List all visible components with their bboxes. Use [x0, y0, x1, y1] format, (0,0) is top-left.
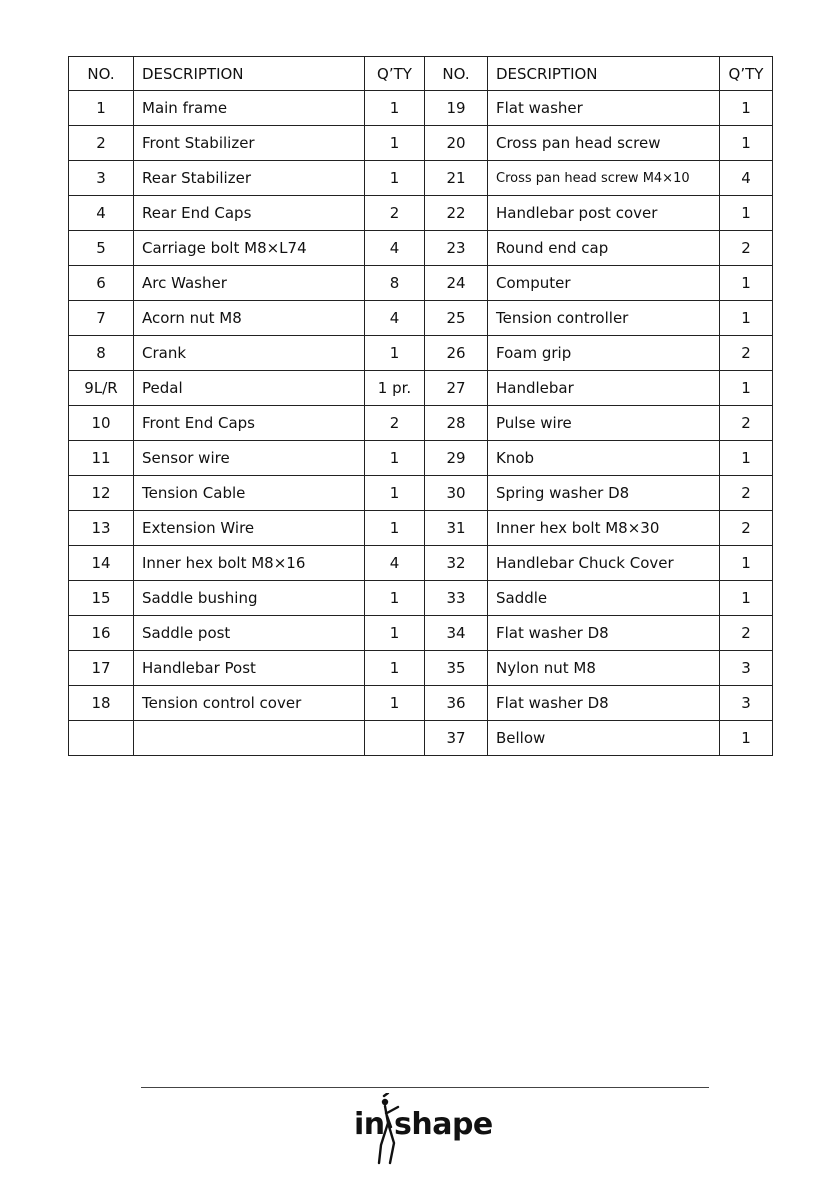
part-number: 36 [425, 686, 488, 721]
part-number: 35 [425, 651, 488, 686]
part-number: 6 [69, 266, 134, 301]
table-row [69, 196, 773, 231]
table-row [69, 161, 773, 196]
part-number: 13 [69, 511, 134, 546]
part-quantity: 1 [720, 546, 773, 581]
part-quantity: 1 [365, 126, 425, 161]
part-description: Cross pan head screw M4×10 [488, 161, 720, 196]
header-no: NO. [69, 57, 134, 91]
part-description: Spring washer D8 [488, 476, 720, 511]
part-description: Main frame [134, 91, 365, 126]
part-quantity: 2 [720, 336, 773, 371]
part-quantity: 4 [720, 161, 773, 196]
part-number: 26 [425, 336, 488, 371]
part-number: 21 [425, 161, 488, 196]
part-description: Crank [134, 336, 365, 371]
part-number: 28 [425, 406, 488, 441]
part-quantity: 2 [720, 476, 773, 511]
part-description: Flat washer D8 [488, 616, 720, 651]
part-quantity: 8 [365, 266, 425, 301]
part-description: Extension Wire [134, 511, 365, 546]
part-quantity: 1 [365, 441, 425, 476]
part-quantity: 2 [720, 231, 773, 266]
footer-divider [141, 1087, 709, 1088]
part-description: Front End Caps [134, 406, 365, 441]
part-description: Handlebar post cover [488, 196, 720, 231]
part-quantity: 1 [720, 301, 773, 336]
part-quantity: 1 [720, 721, 773, 756]
part-quantity: 1 [720, 196, 773, 231]
part-description: Rear End Caps [134, 196, 365, 231]
table-row [69, 301, 773, 336]
part-number: 19 [425, 91, 488, 126]
header-qty: Q’TY [365, 57, 425, 91]
part-description: Handlebar Chuck Cover [488, 546, 720, 581]
table-row [69, 336, 773, 371]
part-quantity: 1 [365, 161, 425, 196]
part-number: 25 [425, 301, 488, 336]
part-description: Foam grip [488, 336, 720, 371]
part-quantity: 1 [365, 581, 425, 616]
part-description [134, 721, 365, 756]
part-quantity: 3 [720, 686, 773, 721]
part-quantity: 2 [720, 406, 773, 441]
part-description: Saddle [488, 581, 720, 616]
header-no: NO. [425, 57, 488, 91]
part-number: 3 [69, 161, 134, 196]
table-row [69, 91, 773, 126]
table-row [69, 406, 773, 441]
table-row [69, 686, 773, 721]
part-number: 34 [425, 616, 488, 651]
table-row [69, 651, 773, 686]
part-description: Acorn nut M8 [134, 301, 365, 336]
part-quantity: 4 [365, 231, 425, 266]
part-description: Tension controller [488, 301, 720, 336]
header-qty: Q’TY [720, 57, 773, 91]
part-quantity: 2 [720, 511, 773, 546]
part-number: 16 [69, 616, 134, 651]
table-row [69, 266, 773, 301]
table-header-row [69, 57, 773, 91]
part-description: Saddle bushing [134, 581, 365, 616]
table-row [69, 511, 773, 546]
part-description: Inner hex bolt M8×16 [134, 546, 365, 581]
part-description: Tension Cable [134, 476, 365, 511]
part-number: 30 [425, 476, 488, 511]
logo-text-in: in [354, 1107, 385, 1142]
part-quantity: 1 [365, 336, 425, 371]
part-description: Rear Stabilizer [134, 161, 365, 196]
part-quantity: 1 [720, 91, 773, 126]
part-number: 31 [425, 511, 488, 546]
part-description: Bellow [488, 721, 720, 756]
part-description: Pulse wire [488, 406, 720, 441]
part-quantity: 1 [365, 476, 425, 511]
part-number [69, 721, 134, 756]
table-row [69, 546, 773, 581]
part-description: Carriage bolt M8×L74 [134, 231, 365, 266]
part-number: 5 [69, 231, 134, 266]
part-quantity: 2 [365, 406, 425, 441]
part-quantity: 1 pr. [365, 371, 425, 406]
part-number: 11 [69, 441, 134, 476]
part-number: 15 [69, 581, 134, 616]
part-quantity: 1 [720, 126, 773, 161]
part-description: Flat washer D8 [488, 686, 720, 721]
part-number: 17 [69, 651, 134, 686]
part-number: 22 [425, 196, 488, 231]
part-number: 37 [425, 721, 488, 756]
part-quantity: 1 [365, 651, 425, 686]
part-description: Round end cap [488, 231, 720, 266]
part-quantity: 2 [365, 196, 425, 231]
part-description: Knob [488, 441, 720, 476]
part-number: 10 [69, 406, 134, 441]
part-number: 8 [69, 336, 134, 371]
part-description: Nylon nut M8 [488, 651, 720, 686]
part-quantity: 1 [365, 91, 425, 126]
part-quantity: 2 [720, 616, 773, 651]
part-quantity: 3 [720, 651, 773, 686]
table-row [69, 721, 773, 756]
header-description: DESCRIPTION [488, 57, 720, 91]
header-description: DESCRIPTION [134, 57, 365, 91]
part-number: 1 [69, 91, 134, 126]
part-number: 33 [425, 581, 488, 616]
part-number: 12 [69, 476, 134, 511]
part-number: 20 [425, 126, 488, 161]
part-description: Saddle post [134, 616, 365, 651]
part-description: Inner hex bolt M8×30 [488, 511, 720, 546]
part-quantity: 1 [365, 616, 425, 651]
part-quantity: 1 [720, 266, 773, 301]
part-description: Handlebar [488, 371, 720, 406]
part-number: 32 [425, 546, 488, 581]
part-quantity: 1 [720, 371, 773, 406]
part-quantity: 1 [720, 581, 773, 616]
part-quantity: 1 [365, 511, 425, 546]
part-description: Arc Washer [134, 266, 365, 301]
table-row [69, 371, 773, 406]
part-description: Cross pan head screw [488, 126, 720, 161]
part-quantity: 4 [365, 546, 425, 581]
logo-text-shape: shape [394, 1107, 493, 1142]
inshape-logo [354, 1093, 493, 1165]
part-number: 24 [425, 266, 488, 301]
part-number: 2 [69, 126, 134, 161]
part-description: Tension control cover [134, 686, 365, 721]
part-quantity: 1 [720, 441, 773, 476]
part-number: 9L/R [69, 371, 134, 406]
part-quantity [365, 721, 425, 756]
part-quantity: 1 [365, 686, 425, 721]
part-number: 29 [425, 441, 488, 476]
table-row [69, 126, 773, 161]
table-row [69, 231, 773, 266]
part-number: 7 [69, 301, 134, 336]
table-row [69, 581, 773, 616]
table-row [69, 616, 773, 651]
table-row [69, 476, 773, 511]
part-description: Handlebar Post [134, 651, 365, 686]
part-description: Front Stabilizer [134, 126, 365, 161]
part-number: 23 [425, 231, 488, 266]
part-description: Pedal [134, 371, 365, 406]
part-number: 18 [69, 686, 134, 721]
part-quantity: 4 [365, 301, 425, 336]
part-number: 4 [69, 196, 134, 231]
part-description: Computer [488, 266, 720, 301]
parts-list-table [68, 56, 773, 756]
part-number: 27 [425, 371, 488, 406]
part-description: Sensor wire [134, 441, 365, 476]
table-row [69, 441, 773, 476]
part-description: Flat washer [488, 91, 720, 126]
part-number: 14 [69, 546, 134, 581]
